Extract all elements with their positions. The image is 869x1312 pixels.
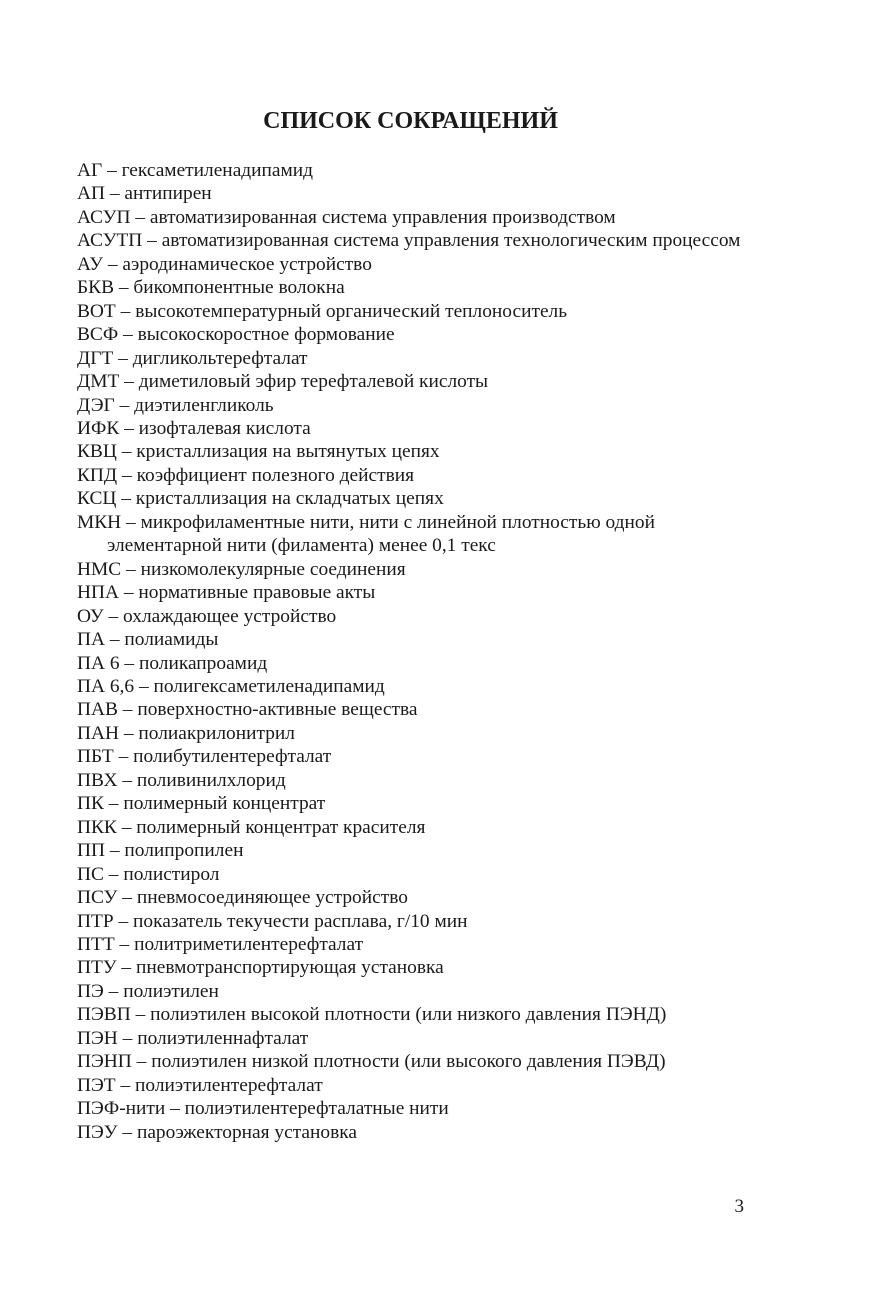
list-item [77, 159, 749, 182]
separator: – [103, 863, 124, 885]
abbreviation-definition: диметиловый эфир терефталевой кислоты [138, 371, 489, 393]
list-item [77, 675, 749, 698]
list-item [77, 1097, 749, 1120]
separator: – [118, 324, 138, 346]
abbreviation-term: ВОТ [77, 300, 116, 322]
abbreviation-definition: пароэжекторная установка [136, 1121, 358, 1143]
list-item [77, 487, 749, 510]
list-item [77, 417, 749, 440]
abbreviation-definition: полигексаметиленадипамид [153, 675, 385, 697]
abbreviation-term: НПА [77, 582, 120, 604]
abbreviation-definition: поверхностно-активные вещества [137, 699, 418, 721]
list-item [77, 1121, 749, 1144]
list-item [77, 745, 749, 768]
abbreviation-definition: пневмосоединяющее устройство [136, 887, 408, 909]
abbreviation-term: ПВХ [77, 769, 118, 791]
separator: – [130, 1004, 151, 1026]
list-item [77, 698, 749, 721]
abbreviation-term: АГ [77, 160, 103, 181]
separator: – [103, 980, 124, 1002]
separator: – [117, 699, 138, 721]
list-item [77, 229, 749, 252]
list-item [77, 370, 749, 393]
separator: – [105, 629, 125, 651]
abbreviation-definition: полимерный концентрат [123, 793, 326, 815]
separator: – [113, 347, 133, 369]
abbreviation-definition: полиэтилен [123, 980, 219, 1002]
list-item [77, 253, 749, 276]
abbreviation-term: ПА [77, 629, 106, 651]
abbreviation-definition: микрофиламентные нити, нити с линейной плотностью одной элементарной нити (филамента) менее 0,1 текс [107, 511, 655, 557]
abbreviation-definition: изофталевая кислота [138, 417, 311, 439]
list-item [77, 839, 749, 862]
abbreviation-definition: низкомолекулярные соединения [140, 558, 406, 580]
page-title: СПИСОК СОКРАЩЕНИЙ [263, 108, 558, 134]
list-item [77, 394, 749, 417]
abbreviation-definition: гексаметиленадипамид [121, 160, 314, 181]
abbreviation-definition: диэтиленгликоль [134, 394, 274, 416]
separator: – [113, 746, 134, 768]
separator: – [119, 371, 139, 393]
separator: – [130, 206, 150, 228]
abbreviation-term: ОУ [77, 605, 104, 627]
separator: – [165, 1098, 185, 1120]
separator: – [134, 675, 154, 697]
separator: – [119, 722, 139, 744]
abbreviation-definition: полиэтилентерефталат [135, 1074, 323, 1096]
abbreviation-definition: полиакрилонитрил [138, 722, 295, 744]
separator: – [121, 511, 141, 533]
abbreviation-term: ПКК [77, 816, 117, 838]
separator: – [114, 394, 135, 416]
abbreviation-term: ПА 6 [77, 652, 120, 674]
list-item [77, 863, 749, 886]
abbreviation-term: ПЭНП [77, 1051, 132, 1073]
list-item [77, 605, 749, 628]
abbreviation-definition: аэродинамическое устройство [122, 253, 372, 275]
abbreviation-definition: охлаждающее устройство [123, 605, 337, 627]
list-item [77, 769, 749, 792]
abbreviation-definition: высокотемпературный органический теплоноситель [135, 300, 568, 322]
list-item [77, 1003, 749, 1026]
abbreviation-definition: кристаллизация на вытянутых цепях [136, 441, 440, 463]
abbreviation-definition: поливинилхлорид [136, 769, 286, 791]
separator: – [119, 652, 139, 674]
separator: – [116, 488, 136, 510]
list-item [77, 206, 749, 229]
separator: – [103, 793, 124, 815]
abbreviation-definition: нормативные правовые акты [138, 582, 376, 604]
abbreviation-term: НМС [77, 558, 122, 580]
abbreviation-definition: полимерный концентрат красителя [136, 816, 426, 838]
abbreviation-term: ПС [77, 863, 104, 885]
abbreviation-definition: пневмотранспортирующая установка [135, 957, 444, 979]
separator: – [105, 183, 125, 205]
abbreviation-term: АСУТП [77, 230, 143, 252]
list-item [77, 558, 749, 581]
abbreviation-definition: показатель текучести расплава, г/10 мин [133, 910, 468, 932]
abbreviation-term: ПЭФ-нити [77, 1098, 166, 1120]
abbreviation-term: ВСФ [77, 324, 119, 346]
list-item [77, 652, 749, 675]
abbreviation-term: ПК [77, 793, 104, 815]
abbreviation-definition: полиэтилентерефталатные нити [184, 1098, 449, 1120]
abbreviation-term: ПСУ [77, 887, 118, 909]
separator: – [116, 441, 137, 463]
abbreviation-term: ДГТ [77, 347, 114, 369]
list-item [77, 323, 749, 346]
list-item [77, 933, 749, 956]
list-item [77, 1027, 749, 1050]
separator: – [103, 253, 123, 275]
list-item [77, 300, 749, 323]
abbreviation-definition: бикомпонентные волокна [133, 277, 345, 299]
abbreviation-definition: кристаллизация на складчатых цепях [135, 488, 444, 510]
list-item [77, 792, 749, 815]
list-item [77, 347, 749, 370]
list-item [77, 440, 749, 463]
abbreviation-term: ПТУ [77, 957, 117, 979]
list-item [77, 956, 749, 979]
abbreviation-term: БКВ [77, 277, 115, 299]
abbreviation-definition: антипирен [124, 183, 212, 205]
separator: – [117, 769, 137, 791]
abbreviation-term: АП [77, 183, 106, 205]
page-number: 3 [734, 1196, 744, 1217]
abbreviation-definition: полиэтилен низкой плотности (или высокого давления ПЭВД) [151, 1051, 666, 1073]
abbreviation-list [77, 159, 749, 1144]
abbreviation-definition: полибутилентерефталат [133, 746, 332, 768]
abbreviation-term: ПЭУ [77, 1121, 118, 1143]
list-item [77, 511, 749, 558]
separator: – [117, 887, 137, 909]
list-item [77, 910, 749, 933]
separator: – [116, 957, 136, 979]
separator: – [115, 300, 136, 322]
separator: – [121, 558, 141, 580]
abbreviation-term: ПТР [77, 910, 114, 932]
abbreviation-definition: высокоскоростное формование [137, 324, 395, 346]
list-item [77, 628, 749, 651]
abbreviation-term: ПБТ [77, 746, 114, 768]
abbreviation-term: КВЦ [77, 441, 117, 463]
separator: – [117, 464, 137, 486]
abbreviation-definition: коэффициент полезного действия [136, 464, 415, 486]
abbreviation-term: ПТТ [77, 933, 115, 955]
list-item [77, 886, 749, 909]
abbreviation-definition: полиэтилен высокой плотности (или низкого давления ПЭНД) [150, 1004, 667, 1026]
abbreviation-term: КПД [77, 464, 118, 486]
separator: – [117, 1027, 138, 1049]
abbreviation-term: АСУП [77, 206, 131, 228]
separator: – [113, 910, 134, 932]
separator: – [103, 605, 124, 627]
abbreviation-term: КСЦ [77, 488, 117, 510]
abbreviation-term: ПЭН [77, 1027, 118, 1049]
separator: – [119, 417, 139, 439]
abbreviation-term: МКН [77, 511, 122, 533]
abbreviation-definition: дигликольтерефталат [132, 347, 308, 369]
separator: – [114, 277, 134, 299]
abbreviation-term: ПЭ [77, 980, 104, 1002]
abbreviation-definition: полиэтиленнафталат [137, 1027, 309, 1049]
abbreviation-term: ДМТ [77, 371, 120, 393]
abbreviation-definition: поликапроамид [138, 652, 268, 674]
separator: – [115, 1074, 136, 1096]
separator: – [105, 840, 125, 862]
separator: – [119, 582, 139, 604]
abbreviation-term: ПЭТ [77, 1074, 116, 1096]
abbreviation-term: АУ [77, 253, 104, 275]
abbreviation-definition: полистирол [123, 863, 220, 885]
separator: – [116, 816, 137, 838]
list-item [77, 816, 749, 839]
abbreviation-definition: полиамиды [124, 629, 219, 651]
abbreviation-definition: автоматизированная система управления технологическим процессом [161, 230, 741, 252]
separator: – [117, 1121, 137, 1143]
abbreviation-term: ДЭГ [77, 394, 115, 416]
list-item [77, 581, 749, 604]
list-item [77, 464, 749, 487]
abbreviation-term: ПАВ [77, 699, 118, 721]
separator: – [142, 230, 162, 252]
abbreviation-term: ПА 6,6 [77, 675, 135, 697]
list-item [77, 182, 749, 205]
abbreviation-definition: автоматизированная система управления производством [149, 206, 616, 228]
list-item [77, 722, 749, 745]
abbreviation-definition: полипропилен [124, 840, 244, 862]
list-item [77, 1050, 749, 1073]
abbreviation-term: ИФК [77, 417, 120, 439]
separator: – [102, 160, 122, 181]
abbreviation-term: ПП [77, 840, 106, 862]
abbreviation-term: ПЭВП [77, 1004, 131, 1026]
separator: – [131, 1051, 152, 1073]
list-item [77, 1074, 749, 1097]
list-item [77, 276, 749, 299]
abbreviation-term: ПАН [77, 722, 120, 744]
list-item [77, 980, 749, 1003]
abbreviation-definition: политриметилентерефталат [134, 933, 364, 955]
separator: – [114, 933, 135, 955]
